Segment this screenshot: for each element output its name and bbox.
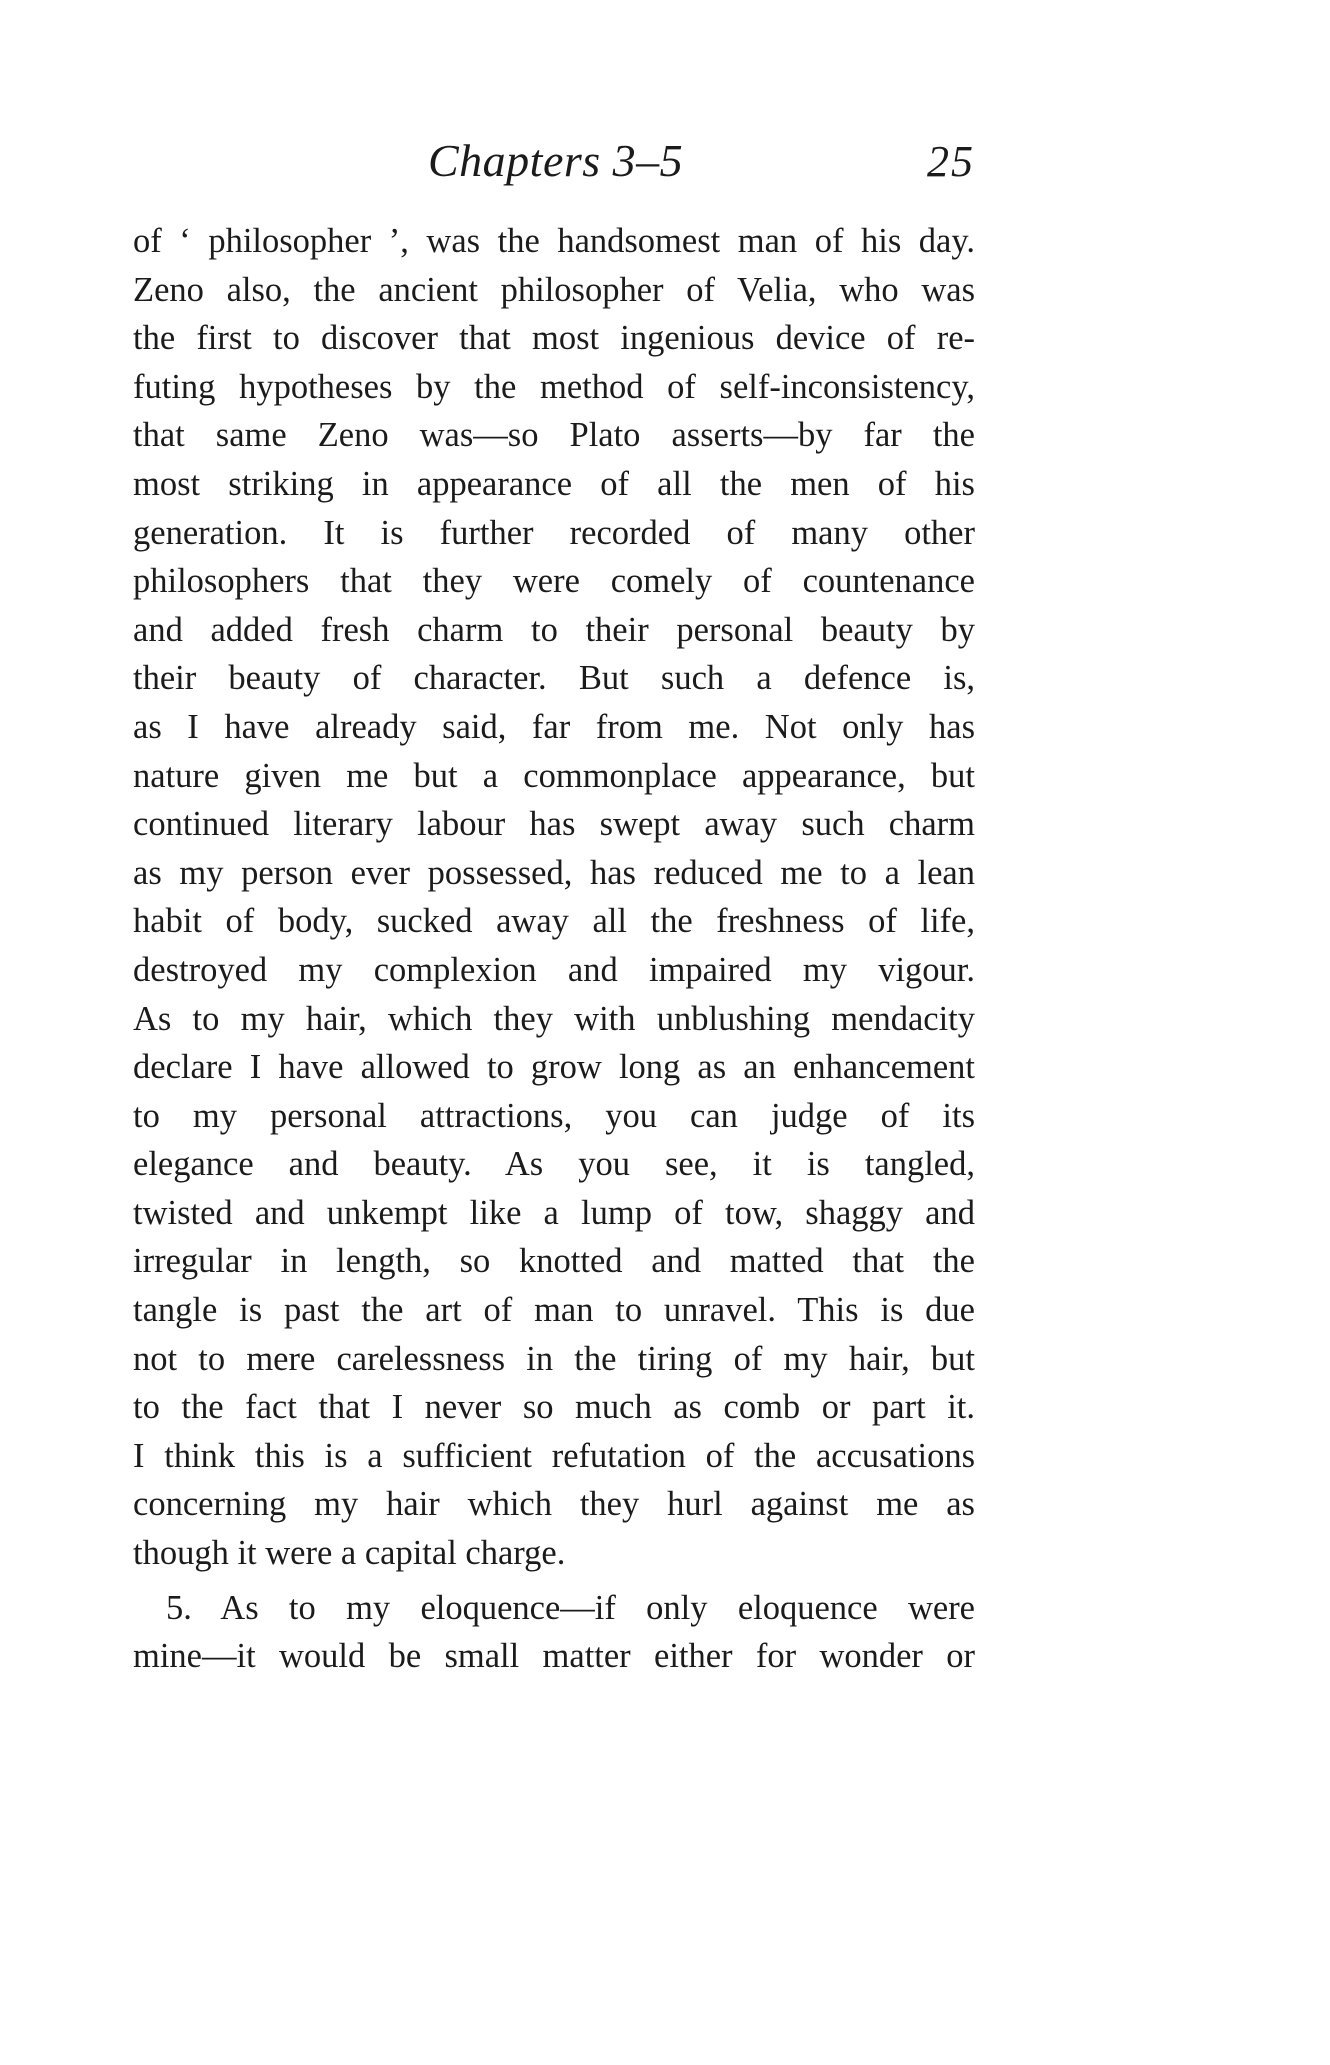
text-line-20: elegance and beauty. As you see, it is tangled, — [133, 1145, 975, 1184]
text-line-6: most striking in appearance of all the men of his — [133, 464, 975, 503]
text-line-18: declare I have allowed to grow long as an enhancement — [133, 1048, 975, 1087]
text-line-3: the first to discover that most ingenious device of re- — [133, 319, 975, 358]
text-line-29: 5. As to my eloquence—if only eloquence were — [166, 1588, 975, 1627]
text-line-30: mine—it would be small matter either for wonder or — [133, 1637, 975, 1676]
text-line-5: that same Zeno was—so Plato asserts—by far the — [133, 416, 975, 455]
text-line-27: concerning my hair which they hurl against me as — [133, 1485, 975, 1524]
text-line-2: Zeno also, the ancient philosopher of Velia, who was — [133, 270, 975, 309]
text-line-24: not to mere carelessness in the tiring of my hair, but — [133, 1339, 975, 1378]
text-line-19: to my personal attractions, you can judge of its — [133, 1096, 975, 1135]
text-line-28: though it were a capital charge. — [133, 1534, 566, 1573]
text-line-13: continued literary labour has swept away such charm — [133, 805, 975, 844]
running-title: Chapters 3–5 — [428, 135, 684, 186]
text-line-22: irregular in length, so knotted and matted that the — [133, 1242, 975, 1281]
body-text — [133, 217, 975, 1681]
page-number: 25 — [927, 137, 975, 186]
text-line-1: of ‘ philosopher ’, was the handsomest man of his day. — [133, 222, 975, 260]
text-line-9: and added fresh charm to their personal beauty by — [133, 610, 975, 649]
text-line-10: their beauty of character. But such a defence is, — [133, 659, 975, 698]
text-line-7: generation. It is further recorded of many other — [133, 513, 975, 552]
text-line-26: I think this is a sufficient refutation of the accusations — [133, 1436, 975, 1475]
text-line-4: futing hypotheses by the method of self-inconsistency, — [133, 367, 975, 406]
text-line-8: philosophers that they were comely of countenance — [133, 562, 975, 601]
text-line-15: habit of body, sucked away all the freshness of life, — [133, 902, 975, 941]
text-line-16: destroyed my complexion and impaired my vigour. — [133, 950, 975, 989]
text-line-12: nature given me but a commonplace appearance, but — [133, 756, 975, 795]
running-head — [133, 134, 975, 204]
text-line-17: As to my hair, which they with unblushing mendacity — [133, 999, 975, 1038]
text-line-21: twisted and unkempt like a lump of tow, shaggy and — [133, 1193, 975, 1232]
text-line-23: tangle is past the art of man to unravel. This is due — [133, 1291, 975, 1330]
text-line-11: as I have already said, far from me. Not only has — [133, 707, 975, 746]
text-line-25: to the fact that I never so much as comb or part it. — [133, 1388, 975, 1427]
text-line-14: as my person ever possessed, has reduced me to a lean — [133, 853, 975, 892]
